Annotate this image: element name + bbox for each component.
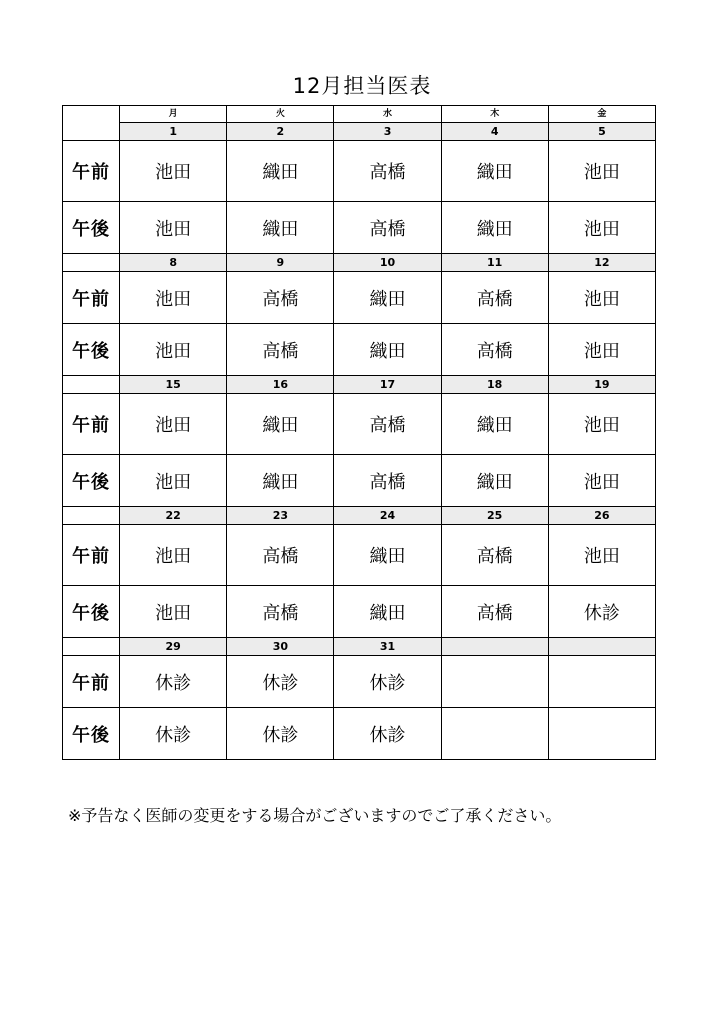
date-cell: 3 <box>334 123 441 141</box>
date-cell <box>548 638 655 656</box>
date-cell: 29 <box>120 638 227 656</box>
doctor-cell: 池田 <box>548 394 655 455</box>
date-cell: 31 <box>334 638 441 656</box>
morning-row <box>63 272 656 324</box>
doctor-cell <box>548 656 655 708</box>
doctor-cell: 休診 <box>548 586 655 638</box>
weekday-header: 水 <box>334 106 441 123</box>
date-row <box>63 376 656 394</box>
date-cell: 23 <box>227 507 334 525</box>
doctor-cell: 休診 <box>334 708 441 760</box>
date-cell: 9 <box>227 254 334 272</box>
date-cell: 17 <box>334 376 441 394</box>
doctor-cell: 池田 <box>548 141 655 202</box>
doctor-cell: 休診 <box>334 656 441 708</box>
doctor-cell: 池田 <box>120 272 227 324</box>
weekday-header: 木 <box>441 106 548 123</box>
weekday-header: 月 <box>120 106 227 123</box>
date-cell: 10 <box>334 254 441 272</box>
date-cell: 30 <box>227 638 334 656</box>
doctor-cell: 織田 <box>441 141 548 202</box>
doctor-cell: 織田 <box>334 272 441 324</box>
doctor-cell: 高橋 <box>334 394 441 455</box>
doctor-cell: 織田 <box>334 586 441 638</box>
doctor-cell: 高橋 <box>227 525 334 586</box>
doctor-cell: 休診 <box>120 708 227 760</box>
afternoon-row <box>63 586 656 638</box>
morning-row <box>63 141 656 202</box>
doctor-cell: 池田 <box>548 525 655 586</box>
period-label: 午前 <box>63 141 120 202</box>
date-cell: 24 <box>334 507 441 525</box>
date-cell: 1 <box>120 123 227 141</box>
disclaimer-note: ※予告なく医師の変更をする場合がございますのでご了承ください。 <box>68 806 562 825</box>
afternoon-row <box>63 202 656 254</box>
date-cell: 5 <box>548 123 655 141</box>
doctor-schedule-table <box>62 105 656 760</box>
blank-label-cell <box>63 376 120 394</box>
date-cell: 19 <box>548 376 655 394</box>
date-cell: 22 <box>120 507 227 525</box>
doctor-cell: 池田 <box>120 394 227 455</box>
doctor-cell: 織田 <box>441 394 548 455</box>
date-cell: 4 <box>441 123 548 141</box>
doctor-cell: 織田 <box>227 202 334 254</box>
doctor-cell: 池田 <box>548 455 655 507</box>
blank-label-cell <box>63 254 120 272</box>
weekday-header-row <box>63 106 656 123</box>
date-cell: 16 <box>227 376 334 394</box>
doctor-cell: 織田 <box>441 455 548 507</box>
afternoon-row <box>63 455 656 507</box>
weekday-header: 火 <box>227 106 334 123</box>
blank-label-cell <box>63 507 120 525</box>
doctor-cell: 高橋 <box>441 586 548 638</box>
date-cell: 18 <box>441 376 548 394</box>
date-row <box>63 123 656 141</box>
doctor-cell: 高橋 <box>334 202 441 254</box>
doctor-cell: 高橋 <box>441 272 548 324</box>
date-cell: 12 <box>548 254 655 272</box>
doctor-cell: 織田 <box>334 525 441 586</box>
period-label: 午前 <box>63 525 120 586</box>
doctor-cell: 池田 <box>548 324 655 376</box>
doctor-cell: 池田 <box>120 141 227 202</box>
date-cell: 25 <box>441 507 548 525</box>
period-label: 午前 <box>63 394 120 455</box>
period-label: 午後 <box>63 586 120 638</box>
doctor-cell: 池田 <box>548 202 655 254</box>
doctor-cell: 休診 <box>227 656 334 708</box>
date-row <box>63 638 656 656</box>
doctor-cell: 休診 <box>120 656 227 708</box>
date-row <box>63 254 656 272</box>
doctor-cell: 高橋 <box>334 141 441 202</box>
period-label: 午後 <box>63 202 120 254</box>
date-cell: 15 <box>120 376 227 394</box>
doctor-cell: 織田 <box>227 455 334 507</box>
doctor-cell: 織田 <box>441 202 548 254</box>
morning-row <box>63 394 656 455</box>
doctor-cell: 織田 <box>334 324 441 376</box>
doctor-cell: 織田 <box>227 394 334 455</box>
doctor-cell: 高橋 <box>227 324 334 376</box>
doctor-cell: 高橋 <box>227 272 334 324</box>
corner-cell <box>63 106 120 141</box>
afternoon-row <box>63 708 656 760</box>
doctor-cell: 池田 <box>548 272 655 324</box>
doctor-cell: 高橋 <box>227 586 334 638</box>
doctor-cell: 休診 <box>227 708 334 760</box>
date-cell: 26 <box>548 507 655 525</box>
doctor-cell: 織田 <box>227 141 334 202</box>
doctor-cell: 池田 <box>120 586 227 638</box>
date-cell: 11 <box>441 254 548 272</box>
date-cell: 2 <box>227 123 334 141</box>
afternoon-row <box>63 324 656 376</box>
doctor-cell: 高橋 <box>441 525 548 586</box>
period-label: 午前 <box>63 656 120 708</box>
doctor-cell: 高橋 <box>441 324 548 376</box>
date-row <box>63 507 656 525</box>
doctor-cell: 池田 <box>120 202 227 254</box>
doctor-cell <box>441 708 548 760</box>
page-title: 12月担当医表 <box>292 74 432 98</box>
period-label: 午前 <box>63 272 120 324</box>
period-label: 午後 <box>63 708 120 760</box>
period-label: 午後 <box>63 324 120 376</box>
period-label: 午後 <box>63 455 120 507</box>
morning-row <box>63 656 656 708</box>
date-cell: 8 <box>120 254 227 272</box>
date-cell <box>441 638 548 656</box>
doctor-cell <box>441 656 548 708</box>
blank-label-cell <box>63 638 120 656</box>
weekday-header: 金 <box>548 106 655 123</box>
doctor-cell: 池田 <box>120 455 227 507</box>
doctor-cell: 池田 <box>120 525 227 586</box>
doctor-cell: 高橋 <box>334 455 441 507</box>
doctor-cell <box>548 708 655 760</box>
doctor-cell: 池田 <box>120 324 227 376</box>
morning-row <box>63 525 656 586</box>
